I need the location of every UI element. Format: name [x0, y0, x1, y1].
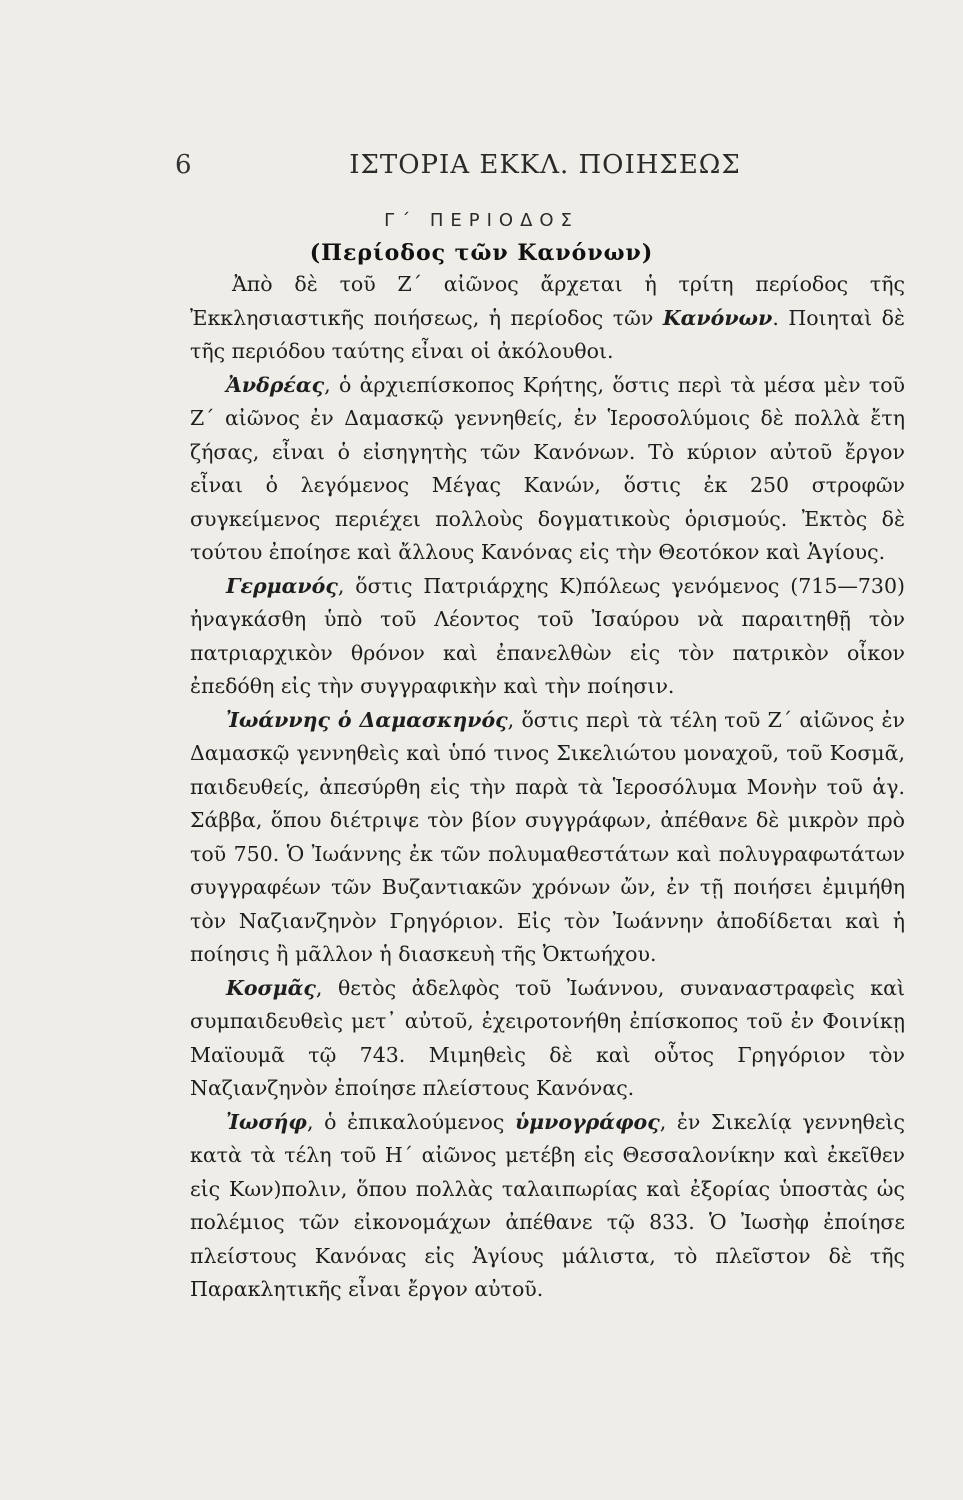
- paragraph-kosmas: [190, 972, 905, 1106]
- section-label: Γ΄ ΠΕΡΙΟΔΟΣ: [384, 210, 579, 231]
- paragraph-text: Ἀπὸ δὲ τοῦ Ζ΄ αἰῶνος ἄρχεται ἡ τρίτη περίοδος τῆς Ἐκκλησιαστικῆς ποιήσεως, ἡ περίοδος τῶν: [190, 272, 905, 330]
- poet-name: Γερμανός: [226, 573, 338, 598]
- emphasis-term: ὑμνογράφος: [514, 1109, 660, 1134]
- running-title: ΙΣΤΟΡΙΑ ΕΚΚΛ. ΠΟΙΗΣΕΩΣ: [349, 150, 741, 180]
- emphasis-term: Κανόνων: [662, 305, 773, 330]
- paragraph-text: , ὁ ἐπικαλούμενος: [306, 1109, 515, 1134]
- paragraph-text: , ὁ ἀρχιεπίσκοπος Κρήτης, ὅστις περὶ τὰ μέσα μὲν τοῦ Ζ΄ αἰῶνος ἐν Δαμασκῷ γεννηθείς, ἐν Ἱεροσολύμοις δὲ πολλὰ ἔτη ζήσας, εἶναι ὁ εἰσηγητὴς τῶν Κανόνων. Τὸ κύριον αὐτοῦ ἔργον εἶναι ὁ λεγόμενος Μέγας Κανών, ὅστις ἐκ 250 στροφῶν συγκείμενος περιέχει πολλοὺς δογματικοὺς ὁρισμούς. Ἐκτὸς δὲ τούτου ἐποίησε καὶ ἄλλους Κανόνας εἰς τὴν Θεοτόκον καὶ Ἁγίους.: [190, 372, 905, 564]
- poet-name: Ἀνδρέας: [226, 372, 325, 397]
- paragraph-ioannis: [190, 704, 905, 972]
- body-text: [190, 268, 905, 1307]
- paragraph-germanos: [190, 570, 905, 704]
- paragraph-intro: [190, 268, 905, 369]
- page-number: 6: [175, 150, 192, 180]
- paragraph-text: , ὅστις περὶ τὰ τέλη τοῦ Ζ΄ αἰῶνος ἐν Δαμασκῷ γεννηθεὶς καὶ ὑπό τινος Σικελιώτου μοναχοῦ, τοῦ Κοσμᾶ, παιδευθείς, ἀπεσύρθη εἰς τὴν παρὰ τὰ Ἱεροσόλυμα Μονὴν τοῦ ἁγ. Σάββα, ὅπου διέτριψε τὸν βίον συγγράφων, ἀπέθανε δὲ μικρὸν πρὸ τοῦ 750. Ὁ Ἰωάννης ἐκ τῶν πολυμαθεστάτων καὶ πολυγραφωτάτων συγγραφέων τῶν Βυζαντιακῶν χρόνων ὤν, ἐν τῇ ποιήσει ἐμιμήθη τὸν Ναζιανζηνὸν Γρηγόριον. Εἰς τὸν Ἰωάννην ἀποδίδεται καὶ ἡ ποίησις ἢ μᾶλλον ἡ διασκευὴ τῆς Ὀκτωήχου.: [190, 707, 905, 966]
- poet-name: Ἰωάννης ὁ Δαμασκηνός: [226, 707, 508, 732]
- poet-name: Ἰωσήφ: [226, 1109, 307, 1134]
- paragraph-text: , ὅστις Πατριάρχης Κ)πόλεως γενόμενος (715—730) ἠναγκάσθη ὑπὸ τοῦ Λέοντος τοῦ Ἰσαύρου νὰ παραιτηθῇ τὸν πατριαρχικὸν θρόνον καὶ ἐπανελθὼν εἰς τὸν πατρικὸν οἶκον ἐπεδόθη εἰς τὴν συγγραφικὴν καὶ τὴν ποίησιν.: [190, 573, 905, 698]
- paragraph-text: , θετὸς ἀδελφὸς τοῦ Ἰωάννου, συναναστραφεὶς καὶ συμπαιδευθεὶς μετ᾽ αὐτοῦ, ἐχειροτονήθη ἐπίσκοπος τοῦ ἐν Φοινίκῃ Μαϊουμᾶ τῷ 743. Μιμηθεὶς δὲ καὶ οὗτος Γρηγόριον τὸν Ναζιανζηνὸν ἐποίησε πλείστους Κανόνας.: [190, 975, 905, 1100]
- page-header: [175, 150, 915, 190]
- paragraph-text: , ἐν Σικελίᾳ γεννηθεὶς κατὰ τὰ τέλη τοῦ Η΄ αἰῶνος μετέβη εἰς Θεσσαλονίκην καὶ ἐκεῖθεν εἰς Κων)πολιν, ὅπου πολλὰς ταλαιπωρίας καὶ ἐξορίας ὑποστὰς ὡς πολέμιος τῶν εἰκονομάχων ἀπέθανε τῷ 833. Ὁ Ἰωσὴφ ἐποίησε πλείστους Κανόνας εἰς Ἁγίους μάλιστα, τὸ πλεῖστον δὲ τῆς Παρακλητικῆς εἶναι ἔργον αὐτοῦ.: [190, 1109, 905, 1301]
- paragraph-andreas: [190, 369, 905, 570]
- paragraph-iosif: [190, 1106, 905, 1307]
- poet-name: Κοσμᾶς: [226, 975, 316, 1000]
- section-title: (Περίοδος τῶν Κανόνων): [309, 240, 654, 266]
- paragraph-text: . Ποιηταὶ δὲ τῆς περιόδου ταύτης εἶναι οἱ ἀκόλουθοι.: [190, 305, 906, 363]
